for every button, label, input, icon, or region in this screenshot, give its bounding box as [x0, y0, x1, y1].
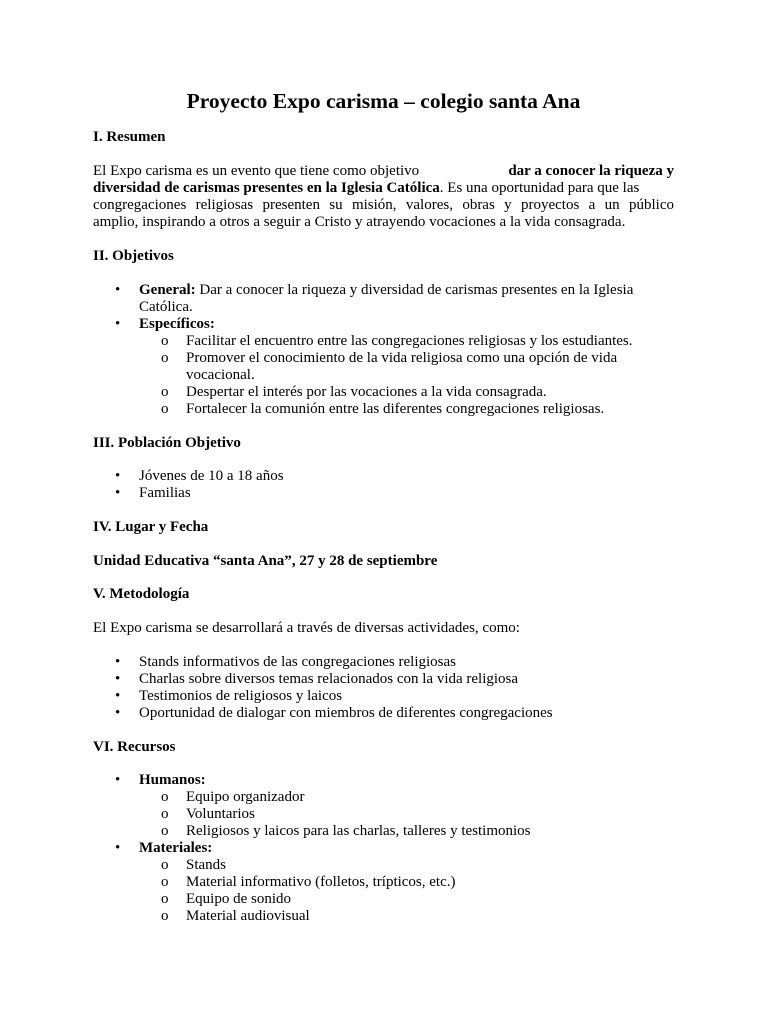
sub-list-item-text: vocacional. [186, 367, 255, 383]
resumen-emphasis: diversidad de carismas presentes en la Iglesia Católica [93, 180, 440, 196]
section-heading-poblacion: III. Población Objetivo [93, 435, 241, 451]
sub-list-item-text: Promover el conocimiento de la vida religiosa como una opción de vida [186, 350, 618, 366]
bullet-marker: • [115, 671, 121, 687]
resumen-line-3: congregaciones religiosas presenten su misión, valores, obras y proyectos a un público [93, 197, 674, 213]
bullet-marker: • [115, 468, 121, 484]
sub-list-item-text: Facilitar el encuentro entre las congregaciones religiosas y los estudiantes. [186, 333, 633, 349]
list-item-label: Materiales: [139, 840, 213, 856]
sub-bullet-marker: o [161, 401, 169, 417]
section-heading-resumen: I. Resumen [93, 129, 166, 145]
section-heading-lugar: IV. Lugar y Fecha [93, 519, 209, 535]
resumen-line-1 [93, 163, 674, 180]
sub-bullet-marker: o [161, 823, 169, 839]
sub-list-item-text: Fortalecer la comunión entre las diferentes congregaciones religiosas. [186, 401, 605, 417]
fecha-text: , 27 y 28 de septiembre [291, 553, 438, 569]
sub-bullet-marker: o [161, 806, 169, 822]
metodologia-intro: El Expo carisma se desarrollará a través de diversas actividades, como: [93, 620, 520, 636]
resumen-line-4: amplio, inspirando a otros a seguir a Cristo y atrayendo vocaciones a la vida consagrada. [93, 214, 626, 230]
sub-bullet-marker: o [161, 789, 169, 805]
sub-bullet-marker: o [161, 891, 169, 907]
list-item-text: Dar a conocer la riqueza y diversidad de carismas presentes en la Iglesia [195, 282, 634, 298]
section-heading-recursos: VI. Recursos [93, 739, 176, 755]
resumen-line-2 [93, 180, 674, 197]
bullet-marker: • [115, 688, 121, 704]
sub-list-item-text: Stands [186, 857, 227, 873]
lugar-fecha-text [93, 553, 437, 570]
resumen-emphasis: dar a conocer la riqueza y [508, 163, 674, 179]
list-item-label: Específicos: [139, 316, 215, 332]
list-item-text: Testimonios de religiosos y laicos [139, 688, 343, 704]
bullet-marker: • [115, 282, 121, 298]
bullet-marker: • [115, 705, 121, 721]
list-item-text: Católica. [139, 299, 193, 315]
resumen-paragraph [93, 163, 674, 231]
sub-list-item-text: Voluntarios [186, 806, 255, 822]
sub-list-item-text: Equipo organizador [186, 789, 305, 805]
bullet-marker: • [115, 485, 121, 501]
sub-list-item-text: Despertar el interés por las vocaciones a la vida consagrada. [186, 384, 547, 400]
sub-bullet-marker: o [161, 857, 169, 873]
sub-list-item-text: Material audiovisual [186, 908, 310, 924]
bullet-marker: • [115, 316, 121, 332]
resumen-text: . Es una oportunidad para que las [439, 180, 640, 196]
section-heading-objetivos: II. Objetivos [93, 248, 174, 264]
list-item-text: Oportunidad de dialogar con miembros de diferentes congregaciones [139, 705, 553, 721]
resumen-text: El Expo carisma es un evento que tiene como objetivo [93, 163, 420, 179]
sub-list-item-text: Religiosos y laicos para las charlas, talleres y testimonios [186, 823, 531, 839]
sub-bullet-marker: o [161, 908, 169, 924]
bullet-marker: • [115, 654, 121, 670]
list-item-text: Familias [139, 485, 191, 501]
list-item-text: Stands informativos de las congregaciones religiosas [139, 654, 457, 670]
lugar-text: Unidad Educativa “santa Ana” [93, 553, 292, 569]
list-item-text: Charlas sobre diversos temas relacionados con la vida religiosa [139, 671, 519, 687]
bullet-marker: • [115, 840, 121, 856]
list-item-label: Humanos: [139, 772, 206, 788]
bullet-marker: • [115, 772, 121, 788]
sub-list-item-text: Equipo de sonido [186, 891, 291, 907]
sub-bullet-marker: o [161, 874, 169, 890]
list-item-label: General: [139, 282, 196, 298]
sub-bullet-marker: o [161, 333, 169, 349]
sub-bullet-marker: o [161, 350, 169, 366]
page-title: Proyecto Expo carisma – colegio santa Ana [186, 89, 581, 113]
list-item-text: Jóvenes de 10 a 18 años [139, 468, 284, 484]
sub-bullet-marker: o [161, 384, 169, 400]
sub-list-item-text: Material informativo (folletos, trípticos, etc.) [186, 874, 456, 890]
section-heading-metodologia: V. Metodología [93, 586, 190, 602]
